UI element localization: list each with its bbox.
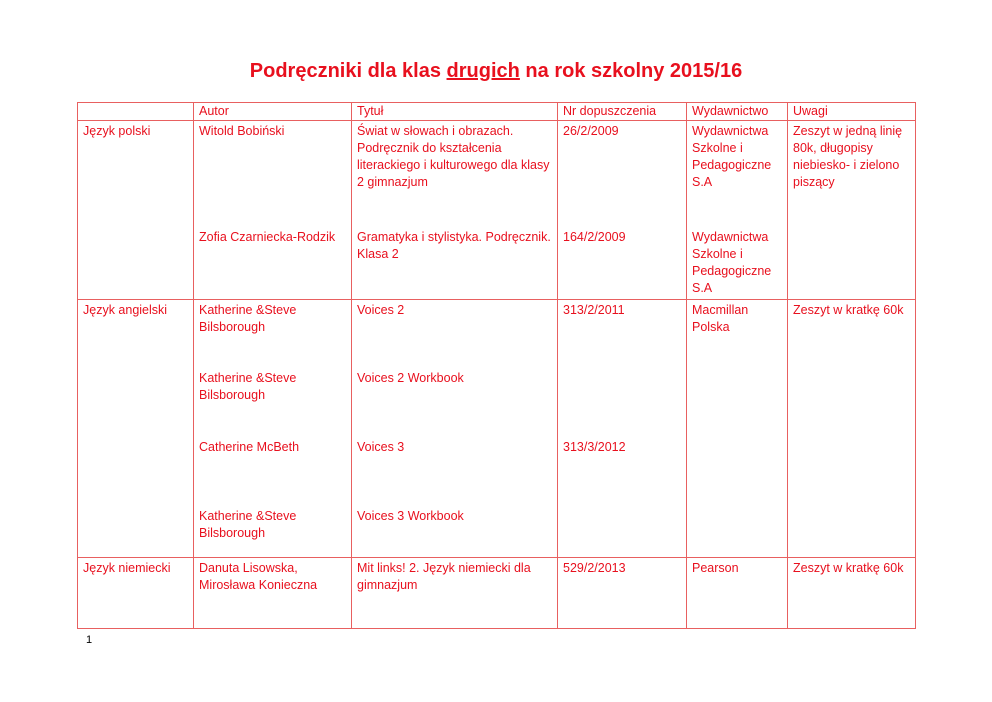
header-remarks: Uwagi	[788, 103, 916, 121]
nr-cell: 529/2/2013	[558, 557, 687, 628]
author-cell: Katherine &Steve Bilsborough	[194, 299, 352, 368]
title-cell: Voices 3 Workbook	[352, 506, 558, 557]
remarks-cell: Zeszyt w jedną linię 80k, długopisy niebiesko- i zielono piszący	[788, 121, 916, 300]
table-row	[78, 557, 916, 628]
author-cell: Witold Bobiński	[194, 121, 352, 227]
author-cell: Danuta Lisowska, Mirosława Konieczna	[194, 557, 352, 628]
author-cell: Zofia Czarniecka-Rodzik	[194, 227, 352, 300]
nr-cell	[558, 506, 687, 557]
title-underlined: drugich	[446, 60, 520, 82]
header-author: Autor	[194, 103, 352, 121]
table-row	[78, 121, 916, 227]
publisher-cell: Macmillan Polska	[687, 299, 788, 557]
header-nr: Nr dopuszczenia	[558, 103, 687, 121]
title-cell: Świat w słowach i obrazach. Podręcznik do kształcenia literackiego i kulturowego dla klasy 2 gimnazjum	[352, 121, 558, 227]
subject-cell: Język polski	[78, 121, 194, 300]
header-row	[78, 103, 916, 121]
header-title: Tytuł	[352, 103, 558, 121]
author-cell: Katherine &Steve Bilsborough	[194, 506, 352, 557]
title-cell: Voices 3	[352, 437, 558, 506]
author-cell: Catherine McBeth	[194, 437, 352, 506]
publisher-cell: Wydawnictwa Szkolne i Pedagogiczne S.A	[687, 121, 788, 227]
textbook-table	[77, 102, 916, 629]
nr-cell: 26/2/2009	[558, 121, 687, 227]
title-cell: Voices 2	[352, 299, 558, 368]
nr-cell: 164/2/2009	[558, 227, 687, 300]
title-cell: Voices 2 Workbook	[352, 368, 558, 437]
publisher-cell: Wydawnictwa Szkolne i Pedagogiczne S.A	[687, 227, 788, 300]
publisher-cell: Pearson	[687, 557, 788, 628]
title-before: Podręczniki dla klas	[249, 60, 447, 82]
nr-cell: 313/2/2011	[558, 299, 687, 368]
subject-cell: Język angielski	[78, 299, 194, 557]
remarks-cell: Zeszyt w kratkę 60k	[788, 557, 916, 628]
nr-cell	[558, 368, 687, 437]
nr-cell: 313/3/2012	[558, 437, 687, 506]
title-after: na rok szkolny 2015/16	[519, 60, 743, 82]
page-number: 1	[86, 634, 93, 646]
author-cell: Katherine &Steve Bilsborough	[194, 368, 352, 437]
subject-cell: Język niemiecki	[78, 557, 194, 628]
header-publisher: Wydawnictwo	[687, 103, 788, 121]
table-row	[78, 299, 916, 368]
title-cell: Mit links! 2. Język niemiecki dla gimnazjum	[352, 557, 558, 628]
remarks-cell: Zeszyt w kratkę 60k	[788, 299, 916, 557]
page-title	[0, 60, 992, 83]
header-empty	[78, 103, 194, 121]
title-cell: Gramatyka i stylistyka. Podręcznik. Klasa 2	[352, 227, 558, 300]
